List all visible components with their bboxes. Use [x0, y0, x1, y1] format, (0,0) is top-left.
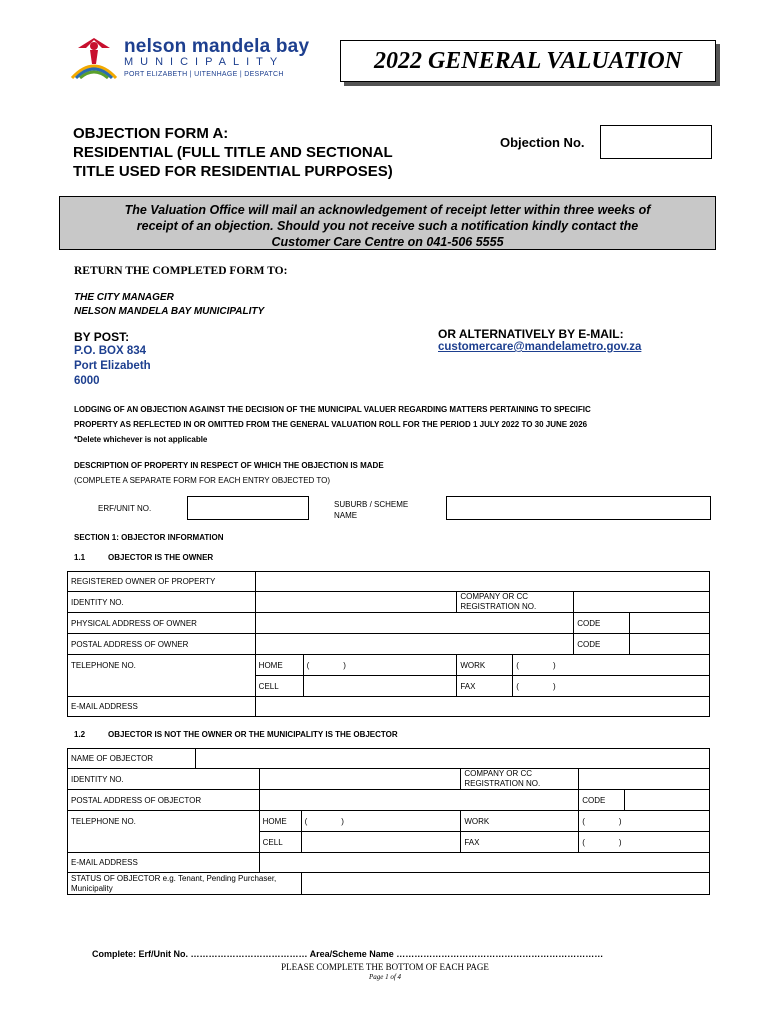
objector-company-input[interactable]	[579, 769, 710, 790]
objection-no-field[interactable]	[600, 125, 712, 159]
cell-label: CELL	[255, 676, 303, 697]
objector-work-input[interactable]	[579, 811, 710, 832]
physical-code-input[interactable]	[630, 613, 710, 634]
status-line1: STATUS OF OBJECTOR e.g. Tenant, Pending Purchaser,	[71, 873, 277, 883]
objector-postal-label: POSTAL ADDRESS OF OBJECTOR	[68, 790, 260, 811]
objector-company-label	[461, 769, 579, 790]
company-reg-label	[457, 592, 574, 613]
objector-fax-input[interactable]	[579, 832, 710, 853]
footer-page: Page 1 of 4	[368, 973, 402, 981]
postal-address-input[interactable]	[255, 634, 574, 655]
table-row	[68, 873, 710, 895]
paren-close: )	[341, 816, 344, 826]
owner-table	[67, 571, 710, 717]
post-line3: 6000	[74, 375, 100, 387]
table-row	[68, 769, 710, 790]
table-row	[68, 697, 710, 717]
form-title-line1: OBJECTION FORM A:	[73, 125, 229, 142]
objector-table	[67, 748, 710, 895]
post-line1: P.O. BOX 834	[74, 345, 147, 357]
email-label: OR ALTERNATIVELY BY E-MAIL:	[438, 327, 624, 341]
lodging-line1: LODGING OF AN OBJECTION AGAINST THE DECISION OF THE MUNICIPAL VALUER REGARDING MATTERS PERTAINING TO SPECIFIC	[74, 405, 591, 414]
form-title-line3: TITLE USED FOR RESIDENTIAL PURPOSES)	[73, 163, 393, 180]
physical-address-input[interactable]	[255, 613, 574, 634]
table-row	[68, 790, 710, 811]
identity-no-input[interactable]	[255, 592, 457, 613]
s12-title: OBJECTOR IS NOT THE OWNER OR THE MUNICIPALITY IS THE OBJECTOR	[108, 730, 398, 739]
table-row	[68, 853, 710, 873]
table-row	[68, 592, 710, 613]
municipality-logo	[68, 34, 308, 84]
paren-open: (	[516, 681, 519, 691]
lodging-line2: PROPERTY AS REFLECTED IN OR OMITTED FROM THE GENERAL VALUATION ROLL FOR THE PERIOD 1 JULY 2022 TO 30 JUNE 2026	[74, 420, 588, 429]
paren-close: )	[618, 837, 622, 847]
acknowledgement-banner	[59, 196, 716, 250]
objector-company-line1: COMPANY OR CC	[464, 769, 533, 778]
return-heading: RETURN THE COMPLETED FORM TO:	[74, 265, 288, 277]
table-row	[68, 613, 710, 634]
suburb-label-line1: SUBURB / SCHEME	[334, 500, 409, 509]
work-label: WORK	[457, 655, 513, 676]
objector-home-label: HOME	[259, 811, 301, 832]
table-row	[68, 749, 710, 769]
cell-input[interactable]	[303, 676, 457, 697]
objector-cell-label: CELL	[259, 832, 301, 853]
objector-code-input[interactable]	[625, 790, 710, 811]
logo-places: PORT ELIZABETH | UITENHAGE | DESPATCH	[124, 71, 284, 78]
objector-telephone-label: TELEPHONE NO.	[68, 811, 260, 853]
objector-code-label: CODE	[579, 790, 625, 811]
paren-close: )	[552, 660, 556, 670]
paren-open: (	[582, 816, 585, 826]
suburb-input[interactable]	[446, 496, 711, 520]
company-reg-input[interactable]	[574, 592, 710, 613]
status-label	[68, 873, 302, 895]
objector-postal-input[interactable]	[259, 790, 579, 811]
fax-input[interactable]	[513, 676, 710, 697]
objector-company-line2: REGISTRATION NO.	[464, 779, 541, 788]
physical-code-label: CODE	[574, 613, 630, 634]
name-of-objector-input[interactable]	[195, 749, 709, 769]
paren-close: )	[552, 681, 556, 691]
form-title-line2: RESIDENTIAL (FULL TITLE AND SECTIONAL	[73, 144, 393, 161]
logo-name: nelson mandela bay	[124, 36, 310, 57]
addressee-line1: THE CITY MANAGER	[74, 292, 174, 303]
email-link[interactable]: customercare@mandelametro.gov.za	[438, 341, 642, 353]
postal-code-label: CODE	[574, 634, 630, 655]
addressee-line2: NELSON MANDELA BAY MUNICIPALITY	[74, 306, 265, 317]
lodging-note: *Delete whichever is not applicable	[74, 435, 208, 444]
table-row	[68, 655, 710, 676]
identity-no-label: IDENTITY NO.	[68, 592, 256, 613]
objector-fax-label: FAX	[461, 832, 579, 853]
email-address-label: E-MAIL ADDRESS	[68, 697, 256, 717]
fax-label: FAX	[457, 676, 513, 697]
banner-line3: Customer Care Centre on 041-506 5555	[271, 235, 504, 249]
table-row	[68, 634, 710, 655]
postal-address-label: POSTAL ADDRESS OF OWNER	[68, 634, 256, 655]
name-of-objector-label: NAME OF OBJECTOR	[68, 749, 196, 769]
telephone-label: TELEPHONE NO.	[68, 655, 256, 697]
table-row	[68, 572, 710, 592]
objector-identity-label: IDENTITY NO.	[68, 769, 260, 790]
paren-open: (	[304, 816, 308, 826]
home-input[interactable]	[303, 655, 457, 676]
return-addressee	[74, 291, 264, 319]
banner-line2: receipt of an objection. Should you not receive such a notification kindly contact the	[136, 219, 639, 233]
s11-number: 1.1	[74, 553, 86, 562]
valuation-title: 2022 GENERAL VALUATION	[340, 40, 716, 82]
footer-complete: Complete: Erf/Unit No. ………………………………… Area/Scheme Name ……………………………………………………………	[92, 949, 604, 959]
objector-email-label: E-MAIL ADDRESS	[68, 853, 260, 873]
registered-owner-label: REGISTERED OWNER OF PROPERTY	[68, 572, 256, 592]
paren-close: )	[618, 816, 622, 826]
s11-title: OBJECTOR IS THE OWNER	[108, 553, 214, 562]
objector-home-input[interactable]	[301, 811, 461, 832]
form-title	[73, 124, 473, 181]
objection-no-label: Objection No.	[500, 135, 585, 150]
banner-line1: The Valuation Office will mail an acknowledgement of receipt letter within three weeks of	[124, 203, 651, 217]
objector-identity-input[interactable]	[259, 769, 461, 790]
post-address	[74, 344, 151, 389]
home-label: HOME	[255, 655, 303, 676]
description-heading: DESCRIPTION OF PROPERTY IN RESPECT OF WHICH THE OBJECTION IS MADE	[74, 461, 384, 470]
footer-please: PLEASE COMPLETE THE BOTTOM OF EACH PAGE	[281, 962, 489, 972]
logo-municipality: MUNICIPALITY	[124, 56, 285, 68]
section1-heading: SECTION 1: OBJECTOR INFORMATION	[74, 533, 224, 542]
suburb-label	[334, 499, 408, 521]
suburb-label-line2: NAME	[334, 511, 358, 520]
paren-open: (	[516, 660, 519, 670]
logo-figure-icon	[68, 34, 120, 82]
erf-input[interactable]	[187, 496, 309, 520]
table-row	[68, 811, 710, 832]
physical-address-label: PHYSICAL ADDRESS OF OWNER	[68, 613, 256, 634]
paren-open: (	[582, 837, 585, 847]
company-reg-line2: REGISTRATION NO.	[460, 602, 537, 611]
paren-open: (	[306, 660, 310, 670]
s12-number: 1.2	[74, 730, 86, 739]
email-address-input[interactable]	[255, 697, 709, 717]
post-line2: Port Elizabeth	[74, 360, 151, 372]
post-label: BY POST:	[74, 330, 130, 344]
status-line2: Municipality	[71, 883, 113, 893]
lodging-text	[74, 402, 714, 447]
paren-close: )	[343, 660, 346, 670]
objector-work-label: WORK	[461, 811, 579, 832]
status-input[interactable]	[301, 873, 709, 895]
registered-owner-input[interactable]	[255, 572, 709, 592]
work-input[interactable]	[513, 655, 710, 676]
objector-email-input[interactable]	[259, 853, 709, 873]
postal-code-input[interactable]	[630, 634, 710, 655]
objector-cell-input[interactable]	[301, 832, 461, 853]
erf-label: ERF/UNIT NO.	[98, 504, 152, 513]
company-reg-line1: COMPANY OR CC	[460, 592, 529, 601]
description-sub: (COMPLETE A SEPARATE FORM FOR EACH ENTRY OBJECTED TO)	[74, 476, 331, 485]
